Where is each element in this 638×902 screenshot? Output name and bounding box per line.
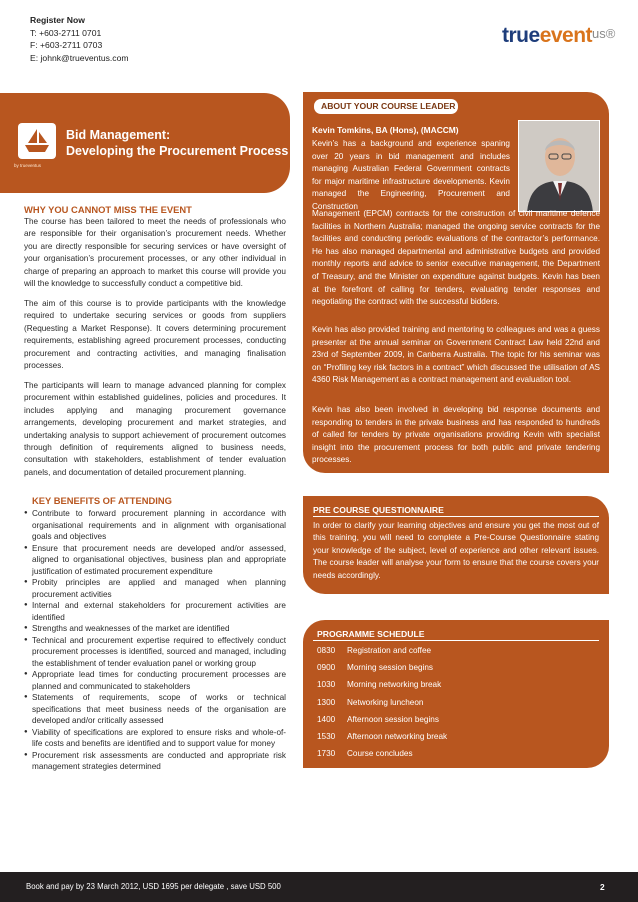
divider xyxy=(313,640,599,641)
email-address[interactable]: E: johnk@trueventus.com xyxy=(30,52,129,63)
list-item: ● Viability of specifications are explored to ensure risks and whole-of-life costs and benefits are identified and to support value for money xyxy=(24,727,286,750)
list-item: ● Strengths and weaknesses of the market are identified xyxy=(24,623,286,635)
leader-bio-3: Kevin has also been involved in developing bid response documents and responding to tenders in the private business and has responded to hundreds of called for tenders by private organisations providing Kevin with specialist insight into the procurement process for both public and private tendering processes. xyxy=(312,405,600,465)
why-heading: WHY YOU CANNOT MISS THE EVENT xyxy=(24,204,192,215)
list-item: ● Internal and external stakeholders for procurement activities are identified xyxy=(24,600,286,623)
contact-block xyxy=(30,14,129,64)
list-item: ● Procurement risk assessments are conducted and appropriate risk management strategies determined xyxy=(24,750,286,773)
list-item: ● Ensure that procurement needs are developed and/or assessed, aligned to organisational objectives, business plan and appropriate justification of estimated procurement expenditure xyxy=(24,543,286,578)
questionnaire-text: In order to clarify your learning objectives and ensure you get the most out of this training, you will need to complete a Pre-Course Questionnaire stating your knowledge of the subject, level of experience and other relevant issues. The course leader will analyse your form to ensure that the course covers your needs accordingly. xyxy=(313,521,599,580)
benefits-list xyxy=(24,508,286,773)
list-item: ● Technical and procurement expertise required to effectively conduct procurement processes is identified, sourced and managed, including the establishment of tender evaluation panel or working group xyxy=(24,635,286,670)
why-paragraph-1: The course has been tailored to meet the needs of professionals who are responsible for their organisation’s procurement needs. Whether you are directly responsible for securing services or have oversight of your organisation’s procurement processes, or any other individual in charge of preparing an approach to market this course will provide you will the knowledge to successfully conduct a competitive bid. xyxy=(24,217,286,289)
fax-number: F: +603-2711 0703 xyxy=(30,40,103,51)
leader-name: Kevin Tomkins, BA (Hons), (MACCM) xyxy=(312,125,459,135)
title-banner xyxy=(0,93,290,193)
leader-photo xyxy=(518,120,600,212)
footer-bar xyxy=(0,872,638,902)
booking-note: Book and pay by 23 March 2012, USD 1695 per delegate , save USD 500 xyxy=(26,882,281,891)
register-now-label: Register Now xyxy=(30,15,85,25)
benefits-heading: KEY BENEFITS OF ATTENDING xyxy=(32,495,172,506)
why-paragraph-3: The participants will learn to manage advanced planning for complex procurement within established guidelines, policies and procedures. It includes applying and managing procurement governance arrangements, developing procurement and market strategies, and undertaking analysis to support achievement of procurement outcomes through definition of requirements aligned to business needs, consultation with stakeholders, establishment of tender evaluation panels, and documentation of detailed procurement planning. xyxy=(24,381,286,477)
divider xyxy=(313,516,599,517)
leader-bio-1a: Kevin’s has a background and experience spaning over 20 years in bid management and includes managing Australian Federal Government contracts for major maritime infrastructure developments. Kevin managed the Engineering, Procurement and Construction xyxy=(312,139,510,211)
icon-caption: by trueventus xyxy=(14,163,42,168)
trueventus-logo: trueevent$^{us®}$ xyxy=(502,24,616,47)
course-leader-tab: ABOUT YOUR COURSE LEADER xyxy=(314,99,458,114)
leader-bio-2: Kevin has also provided training and mentoring to colleagues and was a guess presenter at the annual seminar on Government Contract Law held 22nd and 23rd of September 2009, in Canberra Australia. The topic for his seminar was on “Profiling key risk factors in a contract” which discussed the utilisation of AS 4360 Risk Management as a contract management and evaluation tool. xyxy=(312,325,600,385)
ship-icon xyxy=(18,123,56,159)
page-number: 2 xyxy=(600,882,605,892)
course-title: Bid Management: Developing the Procurement Process xyxy=(66,128,289,158)
list-item: ● Appropriate lead times for conducting procurement processes are planned and communicated to stakeholders xyxy=(24,669,286,692)
schedule-title: PROGRAMME SCHEDULE xyxy=(317,629,425,639)
list-item: ● Statements of requirements, scope of works or technical specifications that meet business needs of the organisation are developed and/or critically assessed xyxy=(24,692,286,727)
list-item: ● Probity principles are applied and managed when planning procurement activities xyxy=(24,577,286,600)
list-item: ● Contribute to forward procurement planning in accordance with organisational requirements and in alignment with organisational goals and objectives xyxy=(24,508,286,543)
schedule-panel xyxy=(303,620,609,768)
phone-number: T: +603-2711 0701 xyxy=(30,27,102,38)
leader-bio-1b: Management (EPCM) contracts for the construction of civil maritime defence facilities in Northern Australia; managed the ongoing service contracts for the facilities and conducting periodic evaluations of the contractor’s performance. He has also managed departmental and administrative budgets and provided monthly reports and advice to senior executive management, the Department of Treasury, and the Minister on expenditure against budgets. Kevin has been at the forefront of calling for tenders, evaluating tender responses and negotiating the contract with the successful bidders. xyxy=(312,209,600,307)
why-paragraph-2: The aim of this course is to provide participants with the knowledge required to undertake securing services or goods from suppliers (Requesting a Market Response). It covers determining procurement requirements, establishing agreed procurement processes, conducting procurement and contracting activities, and managing finalisation processes. xyxy=(24,299,286,371)
questionnaire-title: PRE COURSE QUESTIONNAIRE xyxy=(313,505,444,515)
